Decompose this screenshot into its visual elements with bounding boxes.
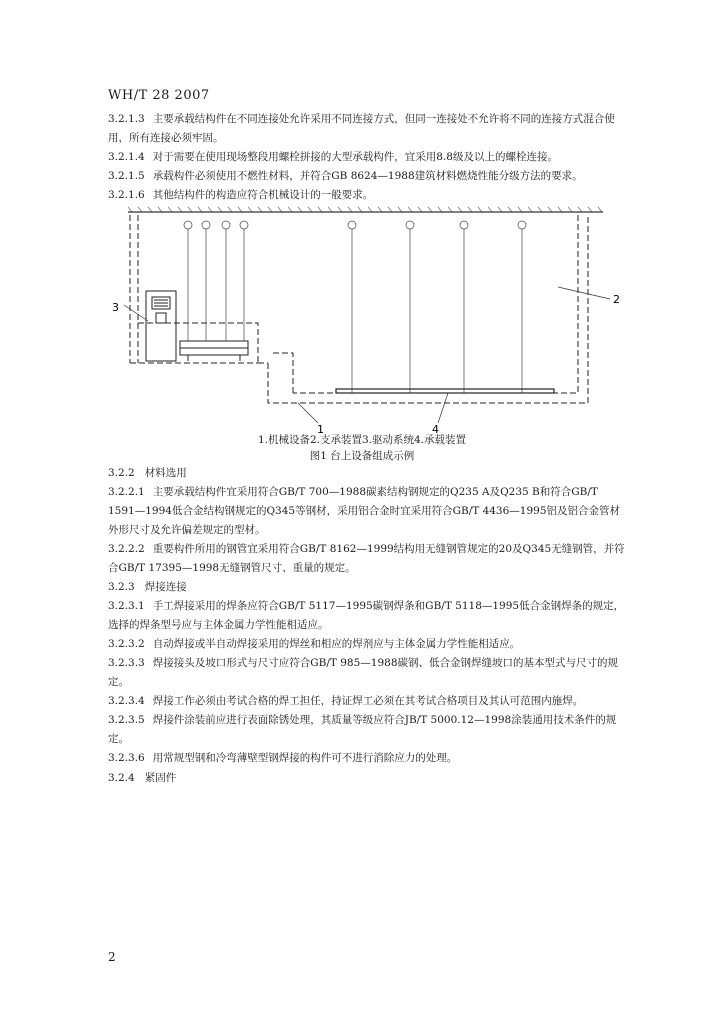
- clause-number: 3.2.3.5: [108, 714, 145, 726]
- paragraph-3-2-1-3: [108, 110, 626, 148]
- clause-number: 3.2.3.4: [108, 695, 145, 707]
- clause-number: 3.2.1.4: [108, 151, 145, 163]
- label-4: 4: [432, 423, 439, 435]
- section-number: 3.2.3: [108, 581, 135, 593]
- figure-title: 图1 台上设备组成示例: [309, 450, 415, 462]
- paragraph-3-2-1-4: [108, 148, 626, 167]
- clause-text: 承载构件必须使用不燃性材料，并符合GB 8624—1988建筑材料燃烧性能分级方法的要求。: [152, 170, 583, 182]
- section-number: 3.2.2: [108, 467, 135, 479]
- label-3: 3: [112, 301, 119, 314]
- bearing-platform: [336, 389, 554, 393]
- label-1: 1: [317, 423, 324, 435]
- section-number: 3.2.4: [108, 772, 135, 784]
- clause-number: 3.2.1.5: [108, 170, 145, 182]
- clause-number: 3.2.3.2: [108, 638, 145, 650]
- clause-text: 用常规型钢和冷弯薄壁型钢焊接的构件可不进行消除应力的处理。: [152, 752, 458, 764]
- paragraph-3-2-3-5: [108, 711, 626, 749]
- paragraph-3-2-3-6: [108, 749, 626, 768]
- clause-text: 焊接接头及坡口形式与尺寸应符合GB/T 985—1988碳钢、低合金钢焊缝坡口的基本型式与尺寸的规定。: [108, 657, 618, 688]
- paragraph-3-2-1-5: [108, 167, 626, 186]
- clause-text: 焊接件涂装前应进行表面除锈处理，其质量等级应符合JB/T 5000.12—1998涂装通用技术条件的规定。: [108, 714, 617, 745]
- section-title: 紧固件: [144, 772, 177, 784]
- figure-legend: 1.机械设备2.支承装置3.驱动系统4.承载装置: [257, 434, 467, 446]
- section-heading-3-2-2: [108, 465, 187, 480]
- page-number: 2: [108, 950, 116, 964]
- paragraph-3-2-3-4: [108, 692, 626, 711]
- clause-text: 自动焊接或半自动焊接采用的焊丝和相应的焊剂应与主体金属力学性能相适应。: [152, 638, 521, 650]
- section-heading-3-2-3: [108, 579, 187, 594]
- figure-1-diagram: [108, 203, 628, 435]
- drive-system: [146, 291, 248, 361]
- clause-number: 3.2.2.1: [108, 486, 145, 498]
- section-title: 材料选用: [144, 467, 187, 479]
- clause-text: 对于需要在使用现场整段用螺栓拼接的大型承载构件，宜采用8.8级及以上的螺栓连接。: [152, 151, 558, 163]
- clause-number: 3.2.3.1: [108, 600, 145, 612]
- stage-equipment-diagram: [108, 203, 628, 435]
- section-heading-3-2-4: [108, 770, 176, 785]
- clause-text: 焊接工作必须由考试合格的焊工担任，持证焊工必须在其考试合格项目及其认可范围内施焊。: [152, 695, 584, 707]
- paragraph-3-2-2-1: [108, 483, 626, 540]
- clause-number: 3.2.2.2: [108, 543, 145, 555]
- paragraph-3-2-3-2: [108, 635, 626, 654]
- clause-text: 重要构件所用的钢管宜采用符合GB/T 8162—1999结构用无缝钢管规定的20及Q345无缝钢管，并符合GB/T 17395—1998无缝钢管尺寸、重量的规定。: [108, 543, 625, 574]
- clause-number: 3.2.3.3: [108, 657, 145, 669]
- page-header: WH/T 28 2007: [108, 88, 210, 103]
- label-2: 2: [613, 293, 620, 306]
- section-title: 焊接连接: [144, 581, 187, 593]
- machinery-outline: [258, 215, 588, 403]
- ceiling-hatch: [128, 207, 603, 212]
- clause-number: 3.2.3.6: [108, 752, 145, 764]
- clause-number: 3.2.1.6: [108, 189, 145, 201]
- paragraph-3-2-3-3: [108, 654, 626, 692]
- clause-text: 手工焊接采用的焊条应符合GB/T 5117—1995碳钢焊条和GB/T 5118—1995低合金钢焊条的规定，选择的焊条型号应与主体金属力学性能相适应。: [108, 600, 625, 631]
- clause-number: 3.2.1.3: [108, 113, 145, 125]
- cables-and-pulleys: [184, 221, 526, 393]
- clause-text: 主要承载结构件宜采用符合GB/T 700—1988碳素结构钢规定的Q235 A及Q235 B和符合GB/T 1591—1994低合金结构钢规定的Q345等钢材，采用铝合金时宜采用符合GB/T 4436—1995铝及铝合金管材外形尺寸及允许偏差规定的型材。: [108, 486, 621, 536]
- paragraph-3-2-3-1: [108, 597, 626, 635]
- paragraph-3-2-2-2: [108, 540, 626, 578]
- clause-text: 主要承载结构件在不同连接处允许采用不同连接方式，但同一连接处不允许将不同的连接方式混合使用，所有连接必须牢固。: [108, 113, 615, 144]
- clause-text: 其他结构件的构造应符合机械设计的一般要求。: [152, 189, 374, 201]
